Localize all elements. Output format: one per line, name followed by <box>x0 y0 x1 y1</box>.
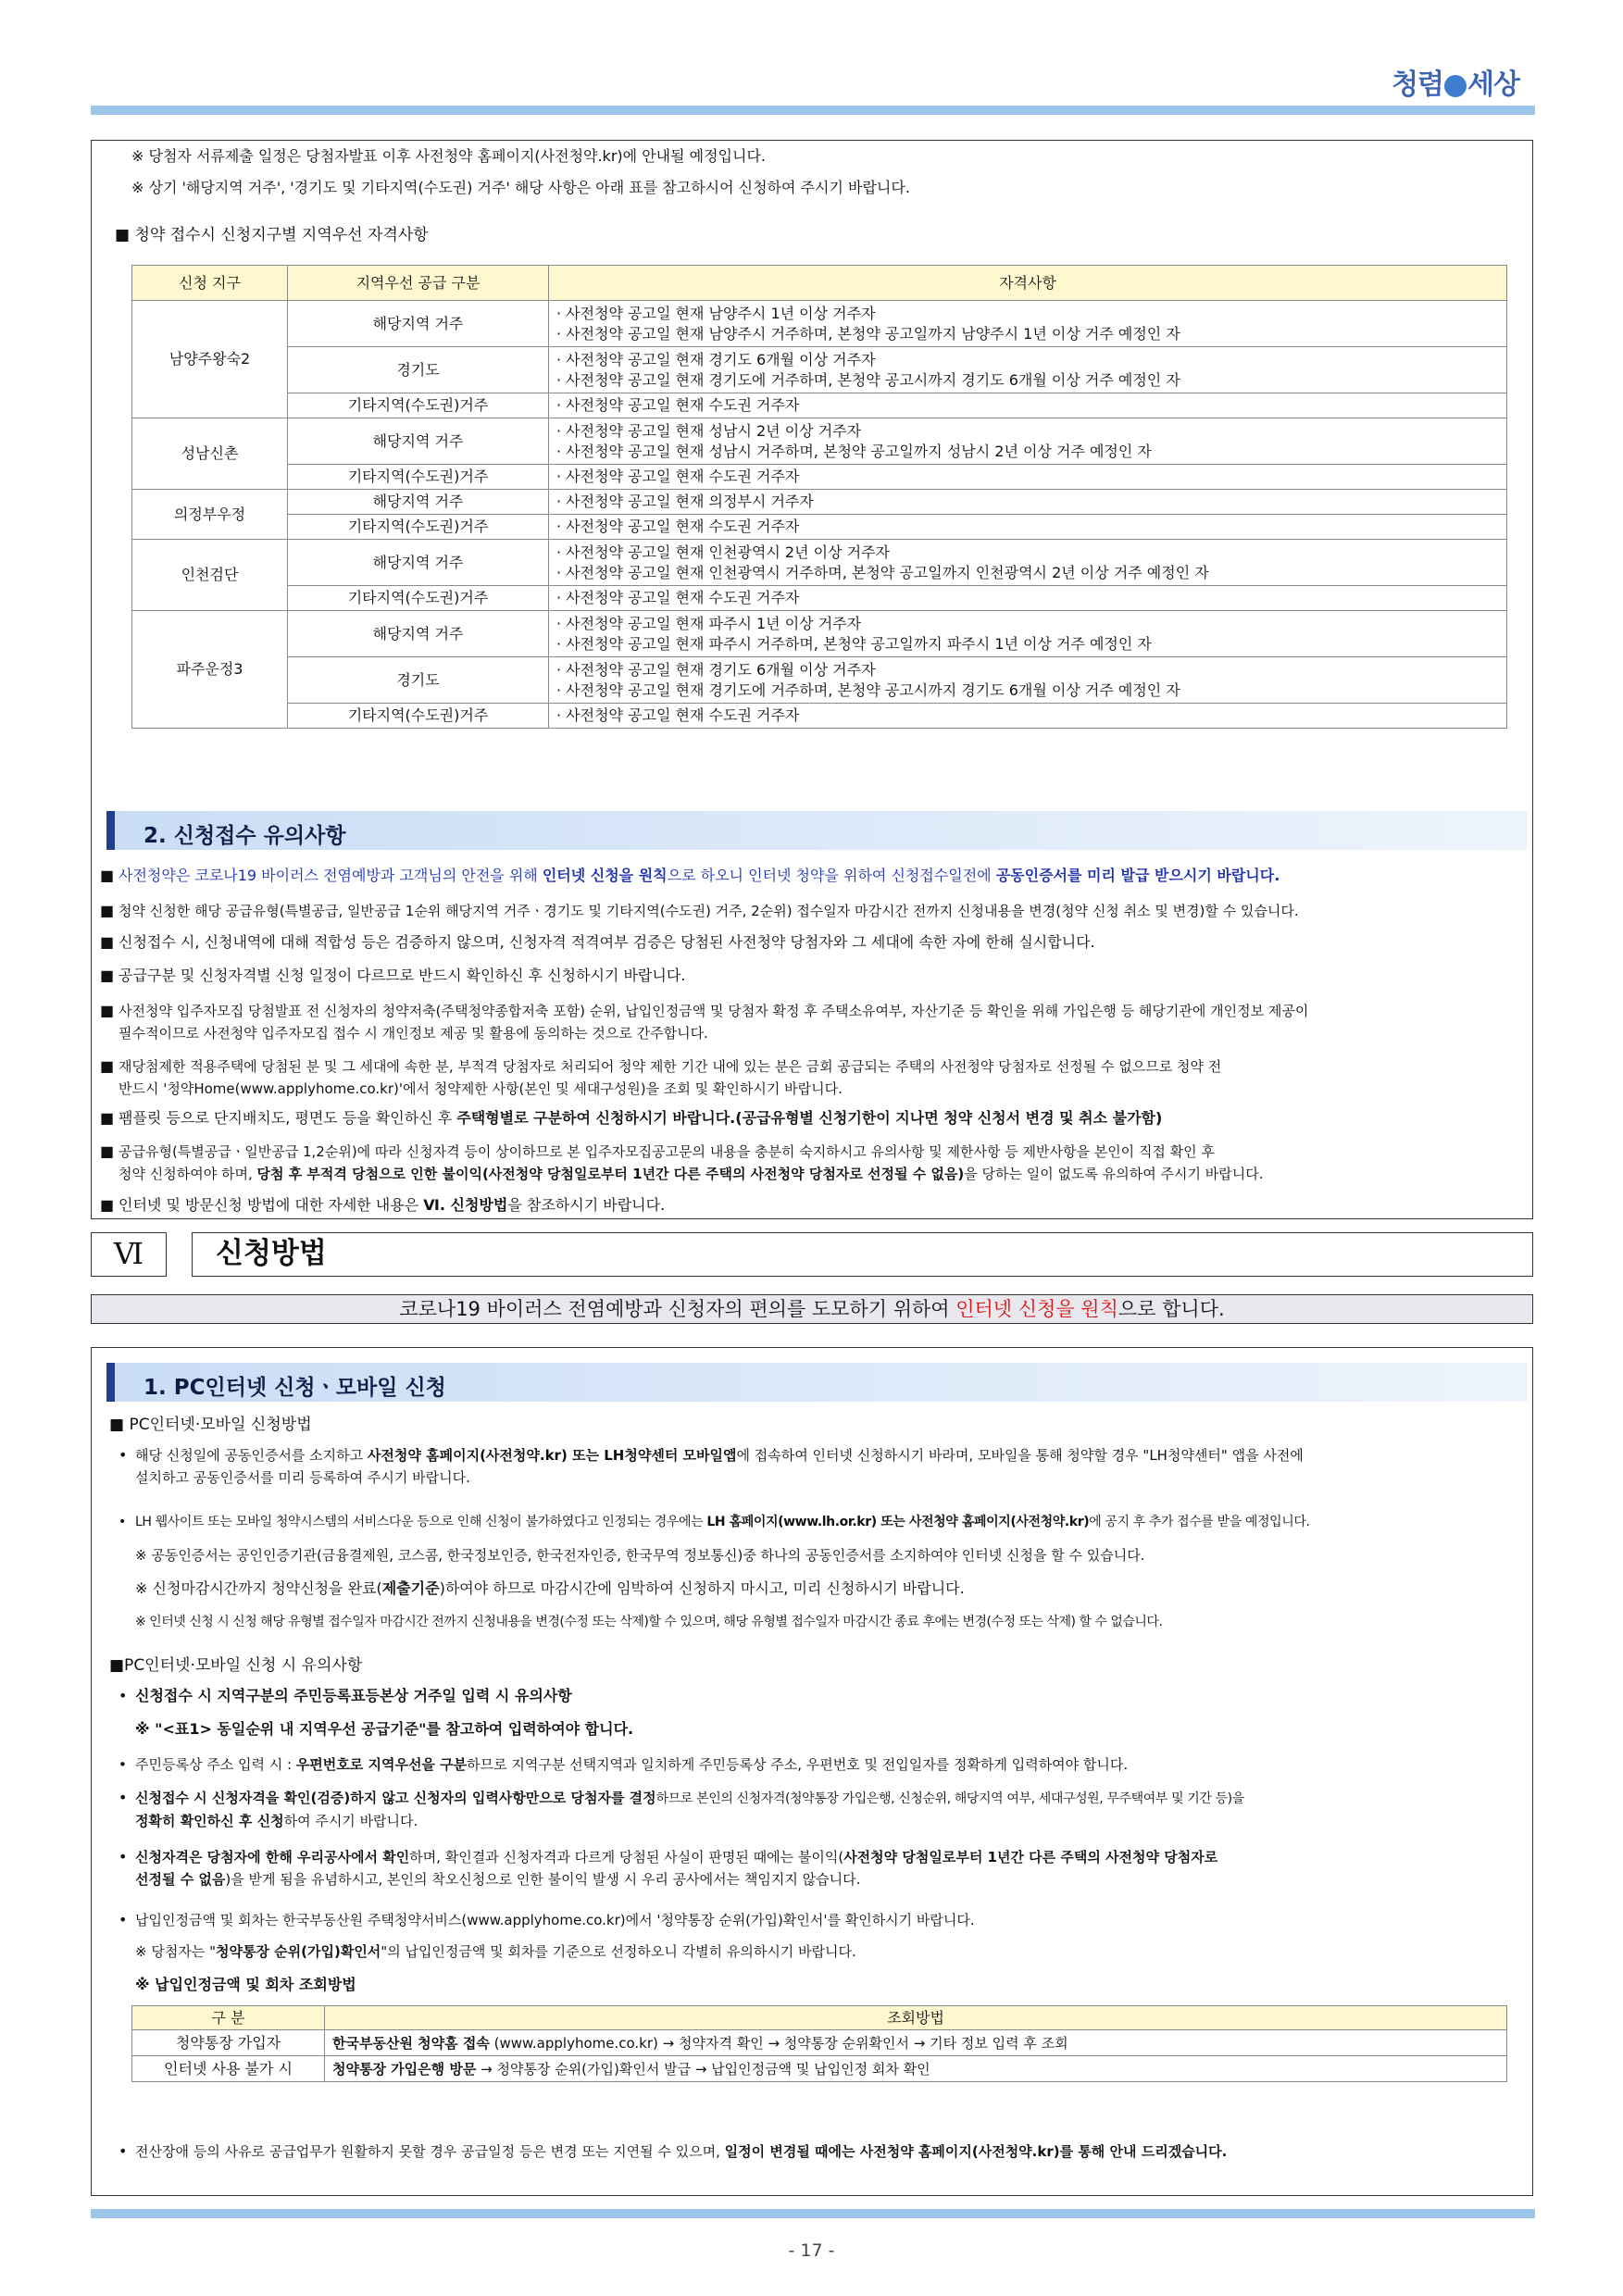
qualification-line: · 사전청약 공고일 현재 남양주시 거주하며, 본청약 공고일까지 남양주시 1년 이상 거주 예정인 자 <box>556 324 1180 343</box>
qualification-line: · 사전청약 공고일 현재 수도권 거주자 <box>556 468 800 485</box>
qualification-line: · 사전청약 공고일 현재 성남시 거주하며, 본청약 공고일까지 성남시 2년 이상 거주 예정인 자 <box>556 442 1152 460</box>
supply-type-cell: 해당지역 거주 <box>288 418 549 465</box>
col-header-qualification: 자격사항 <box>549 266 1507 301</box>
table-row <box>132 515 1507 540</box>
qualification-cell <box>549 586 1507 611</box>
table-row <box>132 490 1507 515</box>
qualification-line: · 사전청약 공고일 현재 의정부시 거주자 <box>556 493 814 510</box>
table-row <box>132 657 1507 704</box>
subheading-method: ■ PC인터넷·모바일 신청방법 <box>109 1416 312 1434</box>
chapter-number: Ⅵ <box>91 1232 167 1277</box>
notice-item-6: ■ 재당첨제한 적용주택에 당첨된 분 및 그 세대에 속한 분, 부적격 당첨자로 처리되어 청약 제한 기간 내에 있는 분은 금회 공급되는 주택의 사전청약 당첨자로 선정될 수 없으므로 청약 전 반드시 '청약Home(www.applyhome.co.kr)'에서 청약제한 사항(본인 및 세대구성원)을 조회 및 확인하시기 바랍니다. <box>100 1057 1222 1097</box>
lookup-header-method: 조회방법 <box>325 2006 1507 2030</box>
note-document-schedule: ※ 당첨자 서류제출 일정은 당첨자발표 이후 사전청약 홈페이지(사전청약.kr)에 안내될 예정입니다. <box>131 147 767 165</box>
notice-item-3: ■ 신청접수 시, 신청내역에 대해 적합성 등은 검증하지 않으며, 신청자격 적격여부 검증은 당첨된 사전청약 당첨자와 그 세대에 속한 자에 한해 실시합니다. <box>100 933 1095 951</box>
qualification-cell <box>549 540 1507 586</box>
supply-type-cell: 기타지역(수도권)거주 <box>288 704 549 729</box>
caution-item-7: • 전산장애 등의 사유로 공급업무가 원활하지 못할 경우 공급일정 등은 변경 또는 지연될 수 있으며, 일정이 변경될 때에는 사전청약 홈페이지(사전청약.kr)를 통해 안내 드리겠습니다. <box>119 2142 1228 2160</box>
lookup-header-type: 구 분 <box>132 2006 325 2030</box>
notice-item-1: ■ 사전청약은 코로나19 바이러스 전염예방과 고객님의 안전을 위해 인터넷 신청을 원칙으로 하오니 인터넷 청약을 위하여 신청접수일전에 공동인증서를 미리 발급 받으시기 바랍니다. <box>100 867 1280 884</box>
qualification-line: · 사전청약 공고일 현재 수도권 거주자 <box>556 396 800 414</box>
qualification-line: · 사전청약 공고일 현재 파주시 거주하며, 본청약 공고일까지 파주시 1년 이상 거주 예정인 자 <box>556 634 1152 653</box>
supply-type-cell: 해당지역 거주 <box>288 540 549 586</box>
table-row <box>132 540 1507 586</box>
logo: 청렴 세상 <box>1392 69 1519 101</box>
table-row <box>132 418 1507 465</box>
table-row <box>132 465 1507 490</box>
bottom-rule <box>91 2209 1535 2218</box>
method-note-3: ※ 인터넷 신청 시 신청 해당 유형별 접수일자 마감시간 전까지 신청내용을 변경(수정 또는 삭제)할 수 있으며, 해당 유형별 접수일자 마감시간 종료 후에는 변경(수정 또는 삭제) 할 수 없습니다. <box>135 1615 1163 1629</box>
chapter-banner: 코로나19 바이러스 전염예방과 신청자의 편의를 도모하기 위하여 인터넷 신청을 원칙으로 합니다. <box>91 1294 1533 1324</box>
qualification-cell <box>549 393 1507 418</box>
method-item-1: • 해당 신청일에 공동인증서를 소지하고 사전청약 홈페이지(사전청약.kr) 또는 LH청약센터 모바일앱에 접속하여 인터넷 신청하시기 바라며, 모바일을 통해 청약할 경우 "LH청약센터" 앱을 사전에 설치하고 공동인증서를 미리 등록하여 주시기 바랍니다. <box>119 1446 1304 1486</box>
lookup-row1-type: 청약통장 가입자 <box>132 2030 325 2056</box>
table-row <box>132 704 1507 729</box>
qualification-line: · 사전청약 공고일 현재 성남시 2년 이상 거주자 <box>556 421 862 440</box>
supply-type-cell: 경기도 <box>288 347 549 393</box>
qualification-line: · 사전청약 공고일 현재 수도권 거주자 <box>556 706 800 724</box>
qualification-line: · 사전청약 공고일 현재 인천광역시 2년 이상 거주자 <box>556 543 890 561</box>
caution-item-1: • 신청접수 시 지역구분의 주민등록표등본상 거주일 입력 시 유의사항 <box>119 1687 572 1704</box>
notice-item-8: ■ 공급유형(특별공급ㆍ일반공급 1,2순위)에 따라 신청자격 등이 상이하므로 본 입주자모집공고문의 내용을 충분히 숙지하시고 유의사항 및 제한사항 등 제반사항을 본인이 직접 확인 후 청약 신청하여야 하며, 당첨 후 부적격 당첨으로 인한 불이익(사전청약 당첨일로부터 1년간 다른 주택의 사전청약 당첨자로 선정될 수 없음)을 당하는 일이 없도록 유의하여 주시기 바랍니다. <box>100 1142 1264 1182</box>
caution-item-3: • 신청접수 시 신청자격을 확인(검증)하지 않고 신청자의 입력사항만으로 당첨자를 결정하므로 본인의 신청자격(청약통장 가입은행, 신청순위, 해당지역 여부, 세대구성원, 무주택여부 및 기간 등)을 정확히 확인하신 후 신청하여 주시기 바랍니다. <box>119 1789 1244 1829</box>
notice-item-7: ■ 팸플릿 등으로 단지배치도, 평면도 등을 확인하신 후 주택형별로 구분하여 신청하시기 바랍니다.(공급유형별 신청기한이 지나면 청약 신청서 변경 및 취소 불가함) <box>100 1109 1163 1127</box>
page-number: - 17 - <box>788 2240 835 2261</box>
caution-item-5: • 납입인정금액 및 회차는 한국부동산원 주택청약서비스(www.applyhome.co.kr)에서 '청약통장 순위(가입)확인서'를 확인하시기 바랍니다. <box>119 1911 975 1928</box>
qualification-line: · 사전청약 공고일 현재 수도권 거주자 <box>556 589 800 606</box>
section-header-2 <box>106 811 1528 850</box>
table-row <box>132 611 1507 657</box>
lookup-table <box>131 2005 1507 2082</box>
qualification-line: · 사전청약 공고일 현재 경기도에 거주하며, 본청약 공고시까지 경기도 6개월 이상 거주 예정인 자 <box>556 680 1180 699</box>
supply-type-cell: 해당지역 거주 <box>288 301 549 347</box>
qualification-line: · 사전청약 공고일 현재 수도권 거주자 <box>556 518 800 535</box>
notice-item-2: ■ 청약 신청한 해당 공급유형(특별공급, 일반공급 1순위 해당지역 거주ㆍ경기도 및 기타지역(수도권) 거주, 2순위) 접수일자 마감시간 전까지 신청내용을 변경(청약 신청 취소 및 변경)할 수 있습니다. <box>100 902 1299 919</box>
subheading-cautions: ■PC인터넷·모바일 신청 시 유의사항 <box>109 1656 363 1675</box>
qualification-cell <box>549 704 1507 729</box>
note-table-reference: ※ 상기 '해당지역 거주', '경기도 및 기타지역(수도권) 거주' 해당 사항은 아래 표를 참고하시어 신청하여 주시기 바랍니다. <box>131 179 910 196</box>
table-heading: ■ 청약 접수시 신청지구별 지역우선 자격사항 <box>115 226 429 244</box>
supply-type-cell: 해당지역 거주 <box>288 490 549 515</box>
supply-type-cell: 기타지역(수도권)거주 <box>288 586 549 611</box>
lookup-row2-type: 인터넷 사용 불가 시 <box>132 2056 325 2082</box>
district-cell: 남양주왕숙2 <box>132 301 288 418</box>
table-row <box>132 393 1507 418</box>
qualification-line: · 사전청약 공고일 현재 파주시 1년 이상 거주자 <box>556 614 862 632</box>
top-rule <box>91 106 1535 115</box>
notice-item-9: ■ 인터넷 및 방문신청 방법에 대한 자세한 내용은 Ⅵ. 신청방법을 참조하시기 바랍니다. <box>100 1196 666 1214</box>
notice-item-5: ■ 사전청약 입주자모집 당첨발표 전 신청자의 청약저축(주택청약종합저축 포함) 순위, 납입인정금액 및 당첨자 확정 후 주택소유여부, 자산기준 등 확인을 위해 가입은행 등 해당기관에 개인정보 제공이 필수적이므로 사전청약 입주자모집 접수 시 개인정보 제공 및 활용에 동의하는 것으로 간주합니다. <box>100 1002 1309 1042</box>
table-row <box>132 301 1507 347</box>
lookup-row1-method: 한국부동산원 청약홈 접속 (www.applyhome.co.kr) → 청약자격 확인 → 청약통장 순위확인서 → 기타 정보 입력 후 조회 <box>325 2030 1507 2056</box>
qualification-cell <box>549 347 1507 393</box>
district-cell: 인천검단 <box>132 540 288 611</box>
qualification-cell <box>549 657 1507 704</box>
qualification-cell <box>549 418 1507 465</box>
qualification-cell <box>549 515 1507 540</box>
qualification-cell <box>549 465 1507 490</box>
caution-item-2: • 주민등록상 주소 입력 시 : 우편번호로 지역우선을 구분하므로 지역구분 선택지역과 일치하게 주민등록상 주소, 우편번호 및 전입일자를 정확하게 입력하여야 합니다. <box>119 1756 1129 1773</box>
district-cell: 파주운정3 <box>132 611 288 729</box>
district-cell: 성남신촌 <box>132 418 288 490</box>
caution-item-4: • 신청자격은 당첨자에 한해 우리공사에서 확인하며, 확인결과 신청자격과 다르게 당첨된 사실이 판명된 때에는 불이익(사전청약 당첨일로부터 1년간 다른 주택의 사전청약 당첨자로 선정될 수 없음)을 받게 됨을 유념하시고, 본인의 착오신청으로 인한 불이익 발생 시 우리 공사에서는 책임지지 않습니다. <box>119 1848 1218 1888</box>
qualification-line: · 사전청약 공고일 현재 인천광역시 거주하며, 본청약 공고일까지 인천광역시 2년 이상 거주 예정인 자 <box>556 563 1209 581</box>
logo-emblem-icon <box>1444 75 1467 97</box>
district-cell: 의정부우정 <box>132 490 288 540</box>
method-item-2: • LH 웹사이트 또는 모바일 청약시스템의 서비스다운 등으로 인해 신청이 불가하였다고 인정되는 경우에는 LH 홈페이지(www.lh.or.kr) 또는 사전청약 홈페이지(사전청약.kr)에 공지 후 추가 접수를 받을 예정입니다. <box>119 1515 1310 1529</box>
supply-type-cell: 경기도 <box>288 657 549 704</box>
supply-type-cell: 기타지역(수도권)거주 <box>288 465 549 490</box>
qualification-line: · 사전청약 공고일 현재 경기도에 거주하며, 본청약 공고시까지 경기도 6개월 이상 거주 예정인 자 <box>556 370 1180 389</box>
section-title: 1. PC인터넷 신청ㆍ모바일 신청 <box>144 1376 446 1400</box>
qualification-line: · 사전청약 공고일 현재 경기도 6개월 이상 거주자 <box>556 660 876 679</box>
caution-note-5: ※ 당첨자는 "청약통장 순위(가입)확인서"의 납입인정금액 및 회차를 기준으로 선정하오니 각별히 유의하시기 바랍니다. <box>135 1943 856 1960</box>
method-note-2: ※ 신청마감시간까지 청약신청을 완료(제출기준)하여야 하므로 마감시간에 임박하여 신청하지 마시고, 미리 신청하시기 바랍니다. <box>135 1579 965 1597</box>
lookup-row2-method: 청약통장 가입은행 방문 → 청약통장 순위(가입)확인서 발급 → 납입인정금액 및 납입인정 회차 확인 <box>325 2056 1507 2082</box>
caution-note-6: ※ 납입인정금액 및 회차 조회방법 <box>135 1976 356 1993</box>
section-header-1 <box>106 1363 1528 1402</box>
col-header-type: 지역우선 공급 구분 <box>288 266 549 301</box>
method-note-1: ※ 공동인증서는 공인인증기관(금융결제원, 코스콤, 한국정보인증, 한국전자인증, 한국무역 정보통신)중 하나의 공동인증서를 소지하여야 인터넷 신청을 할 수 있습니다. <box>135 1547 1145 1564</box>
eligibility-table <box>131 265 1507 729</box>
caution-note-1: ※ "<표1> 동일순위 내 지역우선 공급기준"를 참고하여 입력하여야 합니다. <box>135 1720 634 1738</box>
qualification-cell <box>549 611 1507 657</box>
qualification-line: · 사전청약 공고일 현재 남양주시 1년 이상 거주자 <box>556 304 876 322</box>
section-title: 2. 신청접수 유의사항 <box>144 824 346 848</box>
chapter-title: 신청방법 <box>192 1232 1533 1277</box>
table-row <box>132 347 1507 393</box>
supply-type-cell: 기타지역(수도권)거주 <box>288 515 549 540</box>
qualification-cell <box>549 301 1507 347</box>
supply-type-cell: 해당지역 거주 <box>288 611 549 657</box>
col-header-district: 신청 지구 <box>132 266 288 301</box>
qualification-line: · 사전청약 공고일 현재 경기도 6개월 이상 거주자 <box>556 350 876 368</box>
table-row <box>132 586 1507 611</box>
notice-item-4: ■ 공급구분 및 신청자격별 신청 일정이 다르므로 반드시 확인하신 후 신청하시기 바랍니다. <box>100 967 686 984</box>
supply-type-cell: 기타지역(수도권)거주 <box>288 393 549 418</box>
qualification-cell <box>549 490 1507 515</box>
